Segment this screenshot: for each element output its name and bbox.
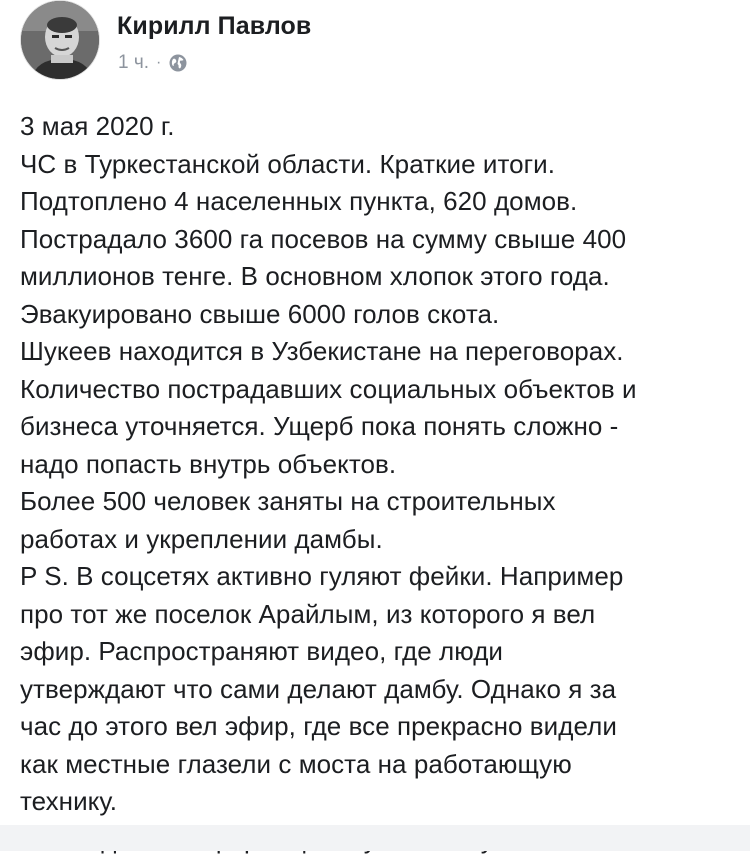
post-line: P S. В соцсетях активно гуляют фейки. Например <box>20 558 735 596</box>
post-timestamp[interactable]: 1 ч. <box>118 52 149 74</box>
post-line: час до этого вел эфир, где все прекрасно видели <box>20 708 735 746</box>
post-footer-divider <box>0 825 750 851</box>
post-line: Пострадало 3600 га посевов на сумму свыше 400 <box>20 221 735 259</box>
post-meta <box>118 52 188 74</box>
post-line: Эвакуировано свыше 6000 голов скота. <box>20 296 735 334</box>
post-line: Шукеев находится в Узбекистане на переговорах. <box>20 333 735 371</box>
post-line: Более 500 человек заняты на строительных <box>20 483 735 521</box>
globe-icon[interactable] <box>168 53 188 73</box>
author-avatar[interactable] <box>20 0 100 80</box>
post-text <box>20 108 735 858</box>
post-line: Количество пострадавших социальных объектов и <box>20 371 735 409</box>
post-line: бизнеса уточняется. Ущерб пока понять сложно - <box>20 408 735 446</box>
post-line: надо попасть внутрь объектов. <box>20 446 735 484</box>
post-line: работах и укреплении дамбы. <box>20 521 735 559</box>
post-line: эфир. Распространяют видео, где люди <box>20 633 735 671</box>
post-line: 3 мая 2020 г. <box>20 108 735 146</box>
post-line: как местные глазели с моста на работающую <box>20 746 735 784</box>
person-avatar-icon <box>21 1 100 80</box>
post-header <box>20 0 730 90</box>
post-line: технику. <box>20 783 735 821</box>
post-line: ЧС в Туркестанской области. Краткие итоги. <box>20 146 735 184</box>
meta-separator: · <box>156 54 161 72</box>
post-line: Подтоплено 4 населенных пункта, 620 домов. <box>20 183 735 221</box>
post-line: утверждают что сами делают дамбу. Однако я за <box>20 671 735 709</box>
post-line: про тот же поселок Арайлым, из которого я вел <box>20 596 735 634</box>
post-line: миллионов тенге. В основном хлопок этого года. <box>20 258 735 296</box>
author-name[interactable]: Кирилл Павлов <box>117 12 311 41</box>
